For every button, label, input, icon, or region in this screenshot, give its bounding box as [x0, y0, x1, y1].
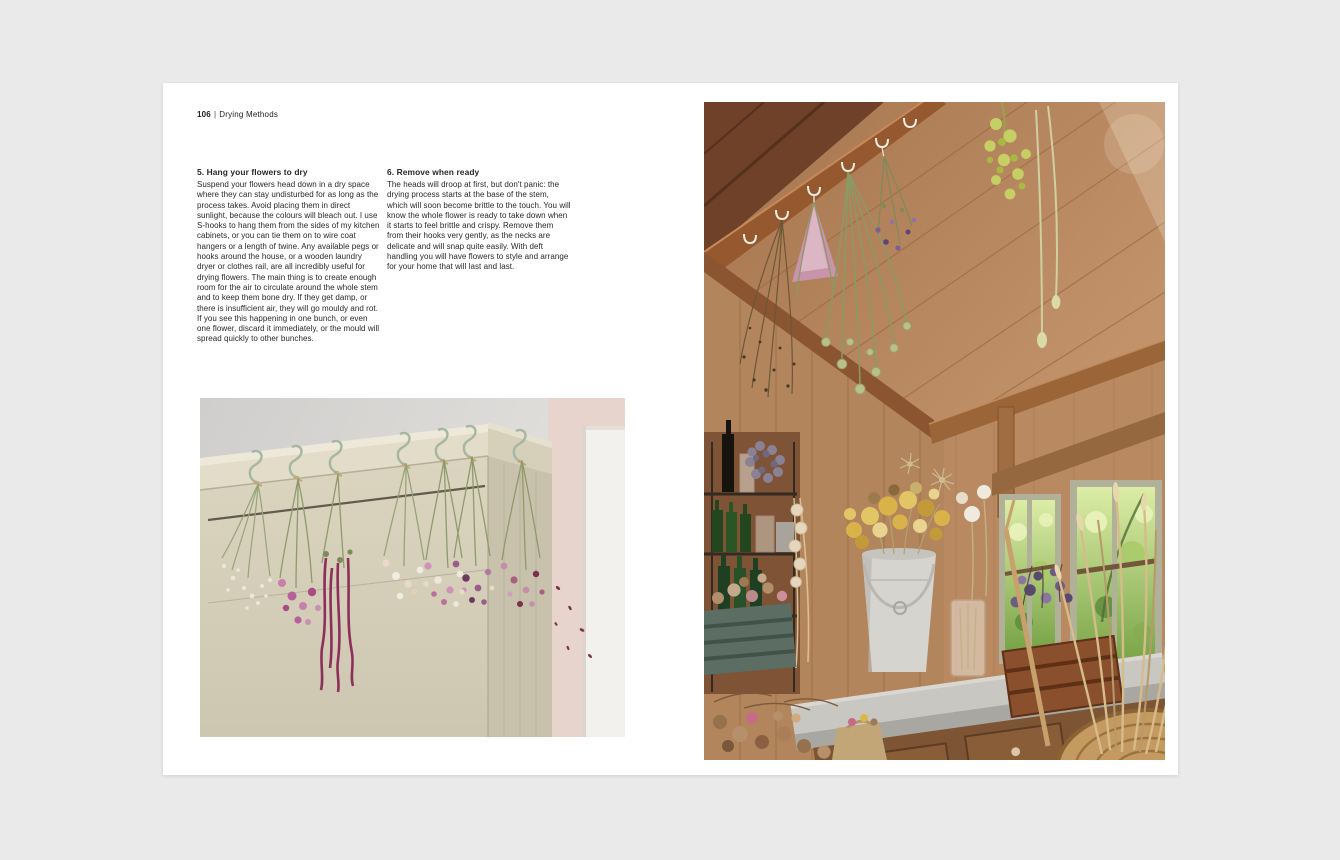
photo-shed-interior-illustration — [704, 102, 1165, 760]
running-head — [197, 110, 278, 119]
photo-hanging-flowers-cupboard — [200, 398, 625, 737]
photo-hanging-flowers-illustration — [200, 398, 625, 737]
text-column-hang-to-dry — [197, 167, 381, 345]
step-heading: 6. Remove when ready — [387, 167, 480, 177]
step-heading: 5. Hang your flowers to dry — [197, 167, 308, 177]
step-body: Suspend your flowers head down in a dry space where they can stay undisturbed for as long as the process takes. Avoid placing them in direct sunlight, because the colours will bleach out. I use S-hooks to hang them from the sides of my kitchen cabinets, or you can tie them on to wire coat hangers or a length of twine. Any available pegs or hooks around the house, or a wooden laundry dryer or clothes rail, are all incredibly useful for drying flowers. The main thing is to create enough room for the air to circulate around the whole stem and to keep them bone dry. If they get damp, or there is insufficient air, they will go mouldy and rot. If you see this happening in one bunch, or even one flower, discard it immediately, or the mould will spread quickly to other bunches. — [197, 180, 380, 344]
section-title: Drying Methods — [219, 110, 279, 119]
header-separator: | — [213, 110, 217, 119]
page-number: 106 — [197, 110, 211, 119]
photo-shed-interior — [704, 102, 1165, 760]
text-column-remove-when-ready — [387, 167, 571, 273]
step-body: The heads will droop at first, but don't panic: the drying process starts at the base of the stem, which will soon become brittle to the touch. You will know the whole flower is ready to take down when it starts to feel brittle and crispy. Remove them from their hooks very gently, as the necks are delicate and will snap quite easily. With deft handling you will have flowers to style and arrange for your home that will last and last. — [387, 180, 571, 272]
book-spread — [163, 83, 1178, 775]
